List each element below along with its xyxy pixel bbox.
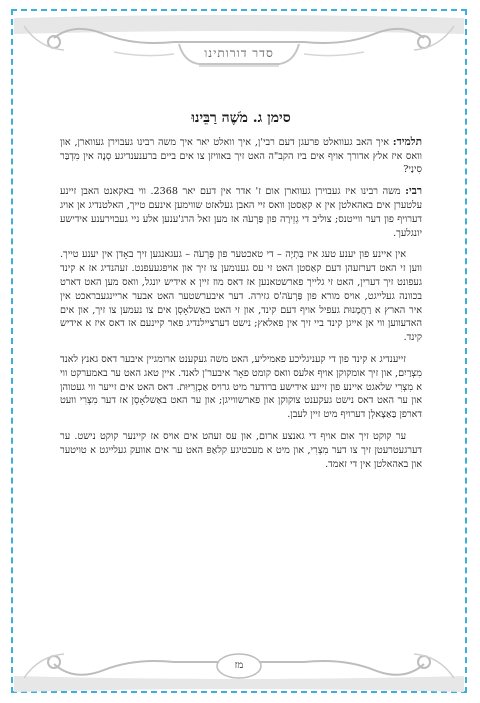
running-header-title: סדר דורותינו	[204, 46, 274, 60]
page-body	[60, 100, 422, 479]
body-paragraph: אין איינע פון יענע טעג איז בַּתְיָה – די טאכטער פון פַּרְעֹה – געגאנגען זיך באָדן אין יענע טייך. ווען זי האט דערזעהן דעם קאַסטן האט זי עס גענומען צו זיך און אויפגעעפנט. זעהנדיג אז א קינד געפונט זיך דערין, האט זי גלייך פארשטאנען אז דאס מוז זיין א אידיש יונגל, וואס מען האט דארט בכוונה געלייגט, אויס מורא פון פַּרְעֹה'ס גזירה. דער איבערשטער האט אבער אריינגעבראכט אין איר הארץ א רַחֲמָנוּת געפיל אויף דעם קינד, און זי האט באַשלאָסְן אים צו נעמען צו זיך, און אים האדעווען ווי אן אייגן קינד ביי זיך אין פאלאץ; נישט דערציילנדיג פאר קיינעם אז דאס איז א אידיש קינד.	[60, 249, 422, 344]
dialogue-paragraph	[60, 185, 422, 240]
body-paragraph: זייענדיג א קינד פון די קעניגליכע פאמיליע, האט משה געקענט ארומגיין איבער דאס גאנץ לאנד מִצְרַיִם, און זיך אומקוקן אויף אלעס וואס קומט פאָר איבער'ן לאנד. איין טאג האט ער באמערקט ווי א מִצְרִי שלאגט איינע פון זיינע אידישע ברודער מיט גרויס אַכְזָרִיּוּת. דאס האט אים זייער ווי געטוהן און ער האט דאס נישט געקענט צוקוקן און פארשווייגן; און ער האט באַשלאָסְן אז דער מִצְרִי וועט דארפן בַּאַצָאלְן דערויף מיט זיין לעבן.	[60, 353, 422, 421]
dialogue-text: משה רבינו איז געבוירן געווארן אום ז' אדר אין דעם יאר 2368. ווי באקאנט האבן זיינע עלטערן אים באהאלטן אין א קאַסטן וואס זיי האבן געלאזט שווימען אינעם טייך, האלטנדיג אן אויג דערויף פון דער ווייטנס; צוליב די גְזֵירָה פון פַּרְעֹה אז מען זאל הרג'ענען אלע ניי געבוירענע אידישע יונגלעך.	[60, 186, 422, 239]
dialogue-text: איך האב געוואלט פרעגן דעם רבי'ן, איך וואלט יאר איך משה רבינו געבוירן געווארן, און וואס איז אלץ אדורך אויף אים ביז הקב"ה האט זיך באוויזן צו אים ביים ברענענדיגע סְנֶה אין מִדְבַּר סִינַי?	[60, 136, 422, 176]
page-number: מז	[234, 660, 244, 671]
body-paragraph: ער קוקט זיך אום אויף די גאנצע ארום, און עס זעהט אים אויס אז קיינער קוקט נישט. ער דערגעטרעטן זיך צו דער מִצְרִי, און מיט א מעכטיגע קלאַפּ האט ער אים אוועק געלייגט א טויטער און באהאלטן אין די זאמד.	[60, 430, 422, 470]
footer-ornament	[14, 642, 464, 694]
speaker-label: רבי:	[405, 185, 422, 198]
speaker-label: תלמיד:	[392, 135, 422, 148]
dialogue-paragraph	[60, 136, 422, 177]
header-ornament	[14, 12, 464, 86]
chapter-title: סימן ג. מֹשֶׁה רַבֵּינוּ	[191, 110, 291, 126]
